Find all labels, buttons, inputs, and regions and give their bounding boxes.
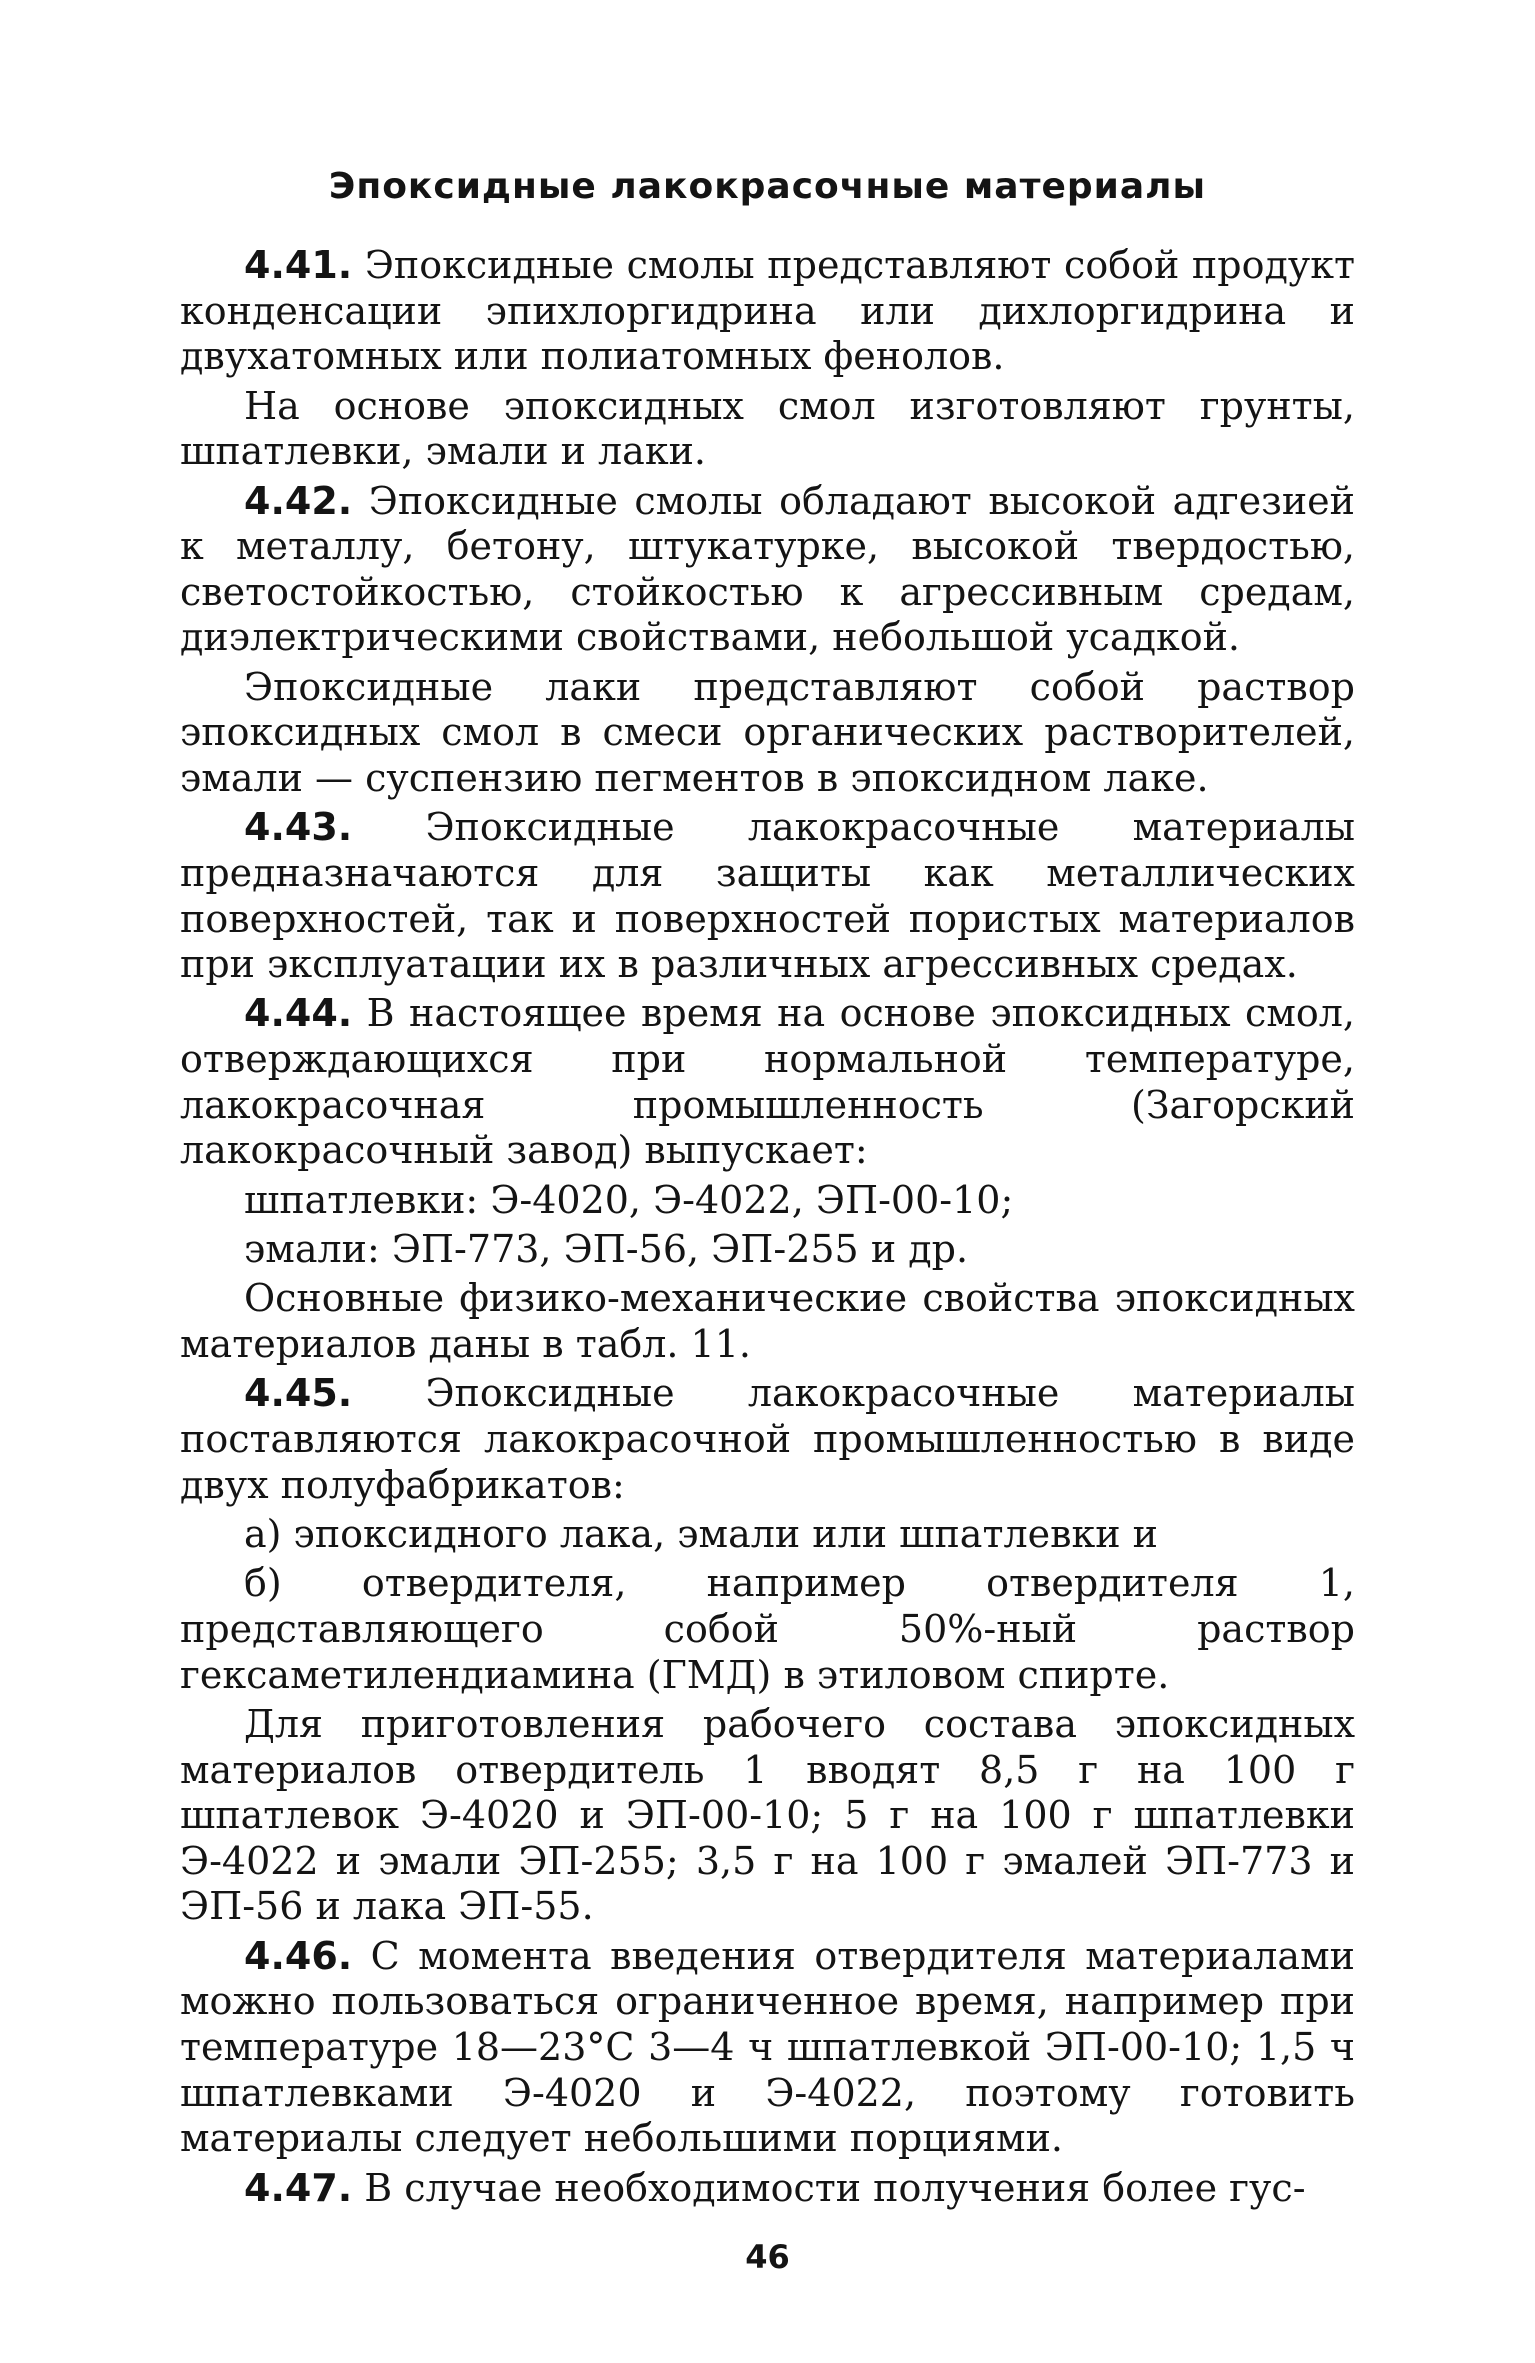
paragraph bbox=[180, 1276, 1355, 1367]
paragraph bbox=[180, 1934, 1355, 2162]
paragraph-number: 4.46. bbox=[244, 1933, 353, 1978]
paragraph-text: эмали: ЭП-773, ЭП-56, ЭП-255 и др. bbox=[244, 1227, 969, 1272]
paragraph-text: В настоящее время на основе эпоксидных смол, отверждающихся при нормальной температуре, лакокрасочная промышленность (Загорский лакокрасочный завод) выпускает: bbox=[180, 991, 1355, 1173]
paragraph-text: Эпоксидные смолы представляют собой продукт конденсации эпихлоргидрина или дихлоргидрина и двухатомных или полиатомных фенолов. bbox=[180, 243, 1355, 379]
body-text bbox=[180, 243, 1355, 2215]
paragraph-text: Эпоксидные смолы обладают высокой адгезией к металлу, бетону, штукатурке, высокой твердостью, светостойкостью, стойкостью к агрессивным средам, диэлектрическими свойствами, небольшой усадкой. bbox=[180, 478, 1355, 660]
section-heading: Эпоксидные лакокрасочные материалы bbox=[328, 166, 1207, 207]
paragraph-text: На основе эпоксидных смол изготовляют грунты, шпатлевки, эмали и лаки. bbox=[180, 383, 1355, 474]
paragraph-text: а) эпоксидного лака, эмали или шпатлевки и bbox=[244, 1512, 1158, 1556]
paragraph-text: С момента введения отвердителя материалами можно пользоваться ограниченное время, например при температуре 18—23°С 3—4 ч шпатлевкой ЭП-00-10; 1,5 ч шпатлевками Э-4020 и Э-4022, поэтому готовить материалы следует небольшими порциями. bbox=[180, 1933, 1355, 2161]
paragraph bbox=[180, 805, 1355, 987]
paragraph-text: Эпоксидные лакокрасочные материалы поставляются лакокрасочной промышленностью в виде двух полуфабрикатов: bbox=[180, 1371, 1355, 1507]
paragraph-number: 4.41. bbox=[244, 243, 353, 287]
paragraph bbox=[180, 1512, 1355, 1558]
paragraph bbox=[180, 1178, 1355, 1224]
paragraph-number: 4.44. bbox=[244, 991, 353, 1036]
paragraph bbox=[180, 1702, 1355, 1930]
paragraph-number: 4.45. bbox=[244, 1371, 353, 1416]
paragraph-number: 4.47. bbox=[244, 2165, 353, 2210]
paragraph-text: шпатлевки: Э-4020, Э-4022, ЭП-00-10; bbox=[244, 1177, 1014, 1222]
paragraph bbox=[180, 991, 1355, 1173]
paragraph-text: Эпоксидные лаки представляют собой раствор эпоксидных смол в смеси органических растворителей, эмали — суспензию пегментов в эпоксидном лаке. bbox=[180, 664, 1355, 800]
paragraph-text: Эпоксидные лакокрасочные материалы предназначаются для защиты как металлических поверхностей, так и поверхностей пористых материалов при эксплуатации их в различных агрессивных средах. bbox=[180, 805, 1355, 987]
paragraph-text: Для приготовления рабочего состава эпоксидных материалов отвердитель 1 вводят 8,5 г на 100 г шпатлевок Э-4020 и ЭП-00-10; 5 г на 100 г шпатлевки Э-4022 и эмали ЭП-255; 3,5 г на 100 г эмалей ЭП-773 и ЭП-56 и лака ЭП-55. bbox=[180, 1701, 1355, 1929]
paragraph bbox=[180, 384, 1355, 475]
paragraph bbox=[180, 1227, 1355, 1273]
paragraph bbox=[180, 2166, 1355, 2212]
paragraph bbox=[180, 243, 1355, 380]
paragraph-text: Основные физико-механические свойства эпоксидных материалов даны в табл. 11. bbox=[180, 1276, 1355, 1367]
paragraph bbox=[180, 1561, 1355, 1698]
paragraph-text: В случае необходимости получения более гус- bbox=[364, 2165, 1306, 2210]
paragraph bbox=[180, 665, 1355, 802]
paragraph-text: б) отвердителя, например отвердителя 1, представляющего собой 50%-ный раствор гексаметилендиамина (ГМД) в этиловом спирте. bbox=[180, 1561, 1355, 1697]
paragraph-number: 4.42. bbox=[244, 478, 353, 523]
paragraph bbox=[180, 1371, 1355, 1508]
paragraph bbox=[180, 479, 1355, 661]
page-number: 46 bbox=[745, 2238, 790, 2276]
paragraph-number: 4.43. bbox=[244, 805, 353, 850]
